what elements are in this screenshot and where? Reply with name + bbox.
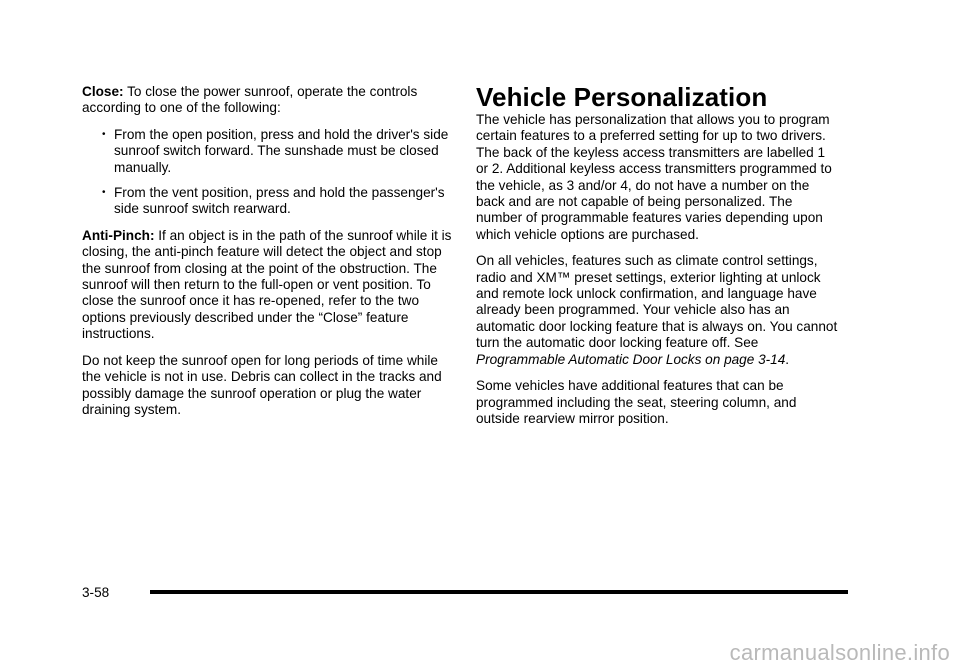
- preprogrammed-features-paragraph: [476, 253, 840, 368]
- list-item-text: From the open position, press and hold the driver's side sunroof switch forward. The sunshade must be closed manually.: [114, 126, 449, 175]
- close-options-list: [82, 127, 452, 218]
- additional-features-paragraph: Some vehicles have additional features that can be programmed including the seat, steering column, and outside rearview mirror position.: [476, 378, 797, 426]
- cross-reference-link[interactable]: Programmable Automatic Door Locks on page 3-14: [476, 351, 786, 367]
- left-column: [82, 84, 452, 428]
- preprogrammed-text: On all vehicles, features such as climate control settings, radio and XM™ preset settings, exterior lighting at unlock and remote lock unlock confirmation, and language have already been programmed. Your vehicle also has an automatic door locking feature that is always on. You cannot turn the automatic door locking feature off. See: [476, 253, 838, 351]
- list-item: [82, 185, 452, 218]
- personalization-intro-paragraph: The vehicle has personalization that allows you to program certain features to a preferred setting for up to two drivers. The back of the keyless access transmitters are labelled 1 or 2. Additional keyless access transmitters programmed to the vehicle, as 3 and/or 4, do not have a number on the back and are not capable of being personalized. The number of programmable features varies depending upon which vehicle options are purchased.: [476, 112, 832, 242]
- sunroof-warning-paragraph: Do not keep the sunroof open for long periods of time while the vehicle is not in use. Debris can collect in the tracks and possibly damage the sunroof operation or plug the water draining system.: [82, 352, 442, 417]
- antipinch-label: Anti-Pinch:: [82, 227, 155, 243]
- watermark: carmanualsonline.info: [729, 640, 950, 665]
- page-number: 3-58: [82, 585, 110, 600]
- close-text: To close the power sunroof, operate the controls according to one of the following:: [82, 84, 418, 116]
- bullet-icon: •: [102, 128, 106, 140]
- list-item: [82, 127, 452, 176]
- antipinch-text: If an object is in the path of the sunroof while it is closing, the anti-pinch feature will detect the object and stop the sunroof from closing at the point of the obstruction. The sunroof will then return to the full-open or vent position. To close the sunroof once it has re-opened, refer to the two options previously described under the “Close” feature instructions.: [82, 227, 452, 342]
- right-column: [476, 112, 840, 437]
- section-title: Vehicle Personalization: [476, 82, 768, 112]
- sentence-end: .: [785, 351, 790, 367]
- close-label: Close:: [82, 84, 124, 99]
- footer-divider: [150, 590, 848, 594]
- close-paragraph: [82, 84, 452, 117]
- bullet-icon: •: [102, 187, 106, 199]
- list-item-text: From the vent position, press and hold the passenger's side sunroof switch rearward.: [114, 185, 445, 217]
- antipinch-paragraph: [82, 228, 452, 343]
